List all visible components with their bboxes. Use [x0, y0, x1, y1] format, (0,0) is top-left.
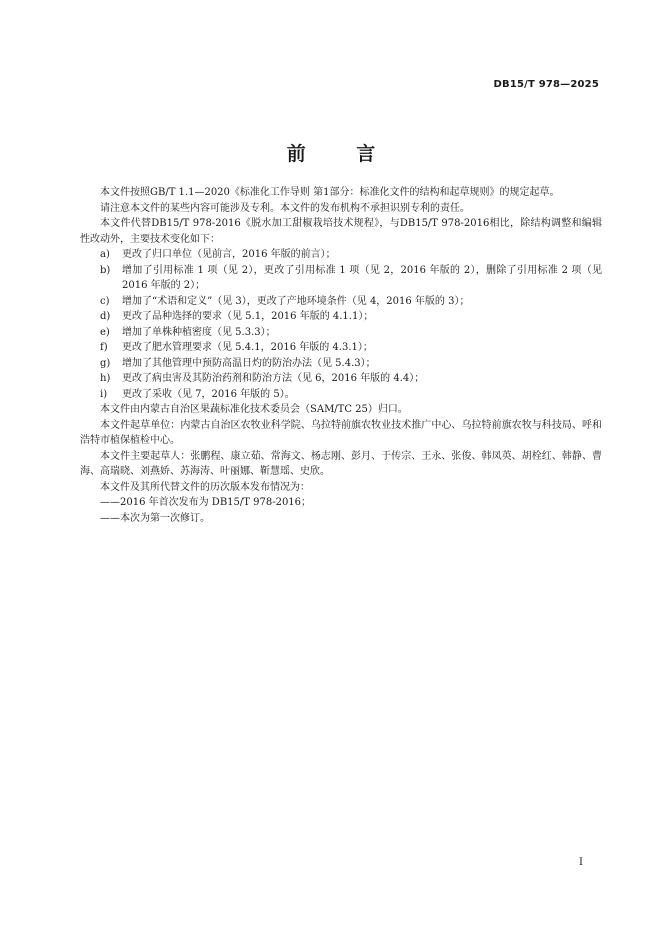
list-marker: d)	[100, 311, 111, 322]
list-marker: e)	[100, 326, 110, 338]
paragraph-drafting-units: 本文件起草单位：内蒙古自治区农牧业科学院、乌拉特前旗农牧业技术推广中心、乌拉特前旗农牧与科技局、呼和浩特市植保植检中心。	[80, 419, 602, 446]
list-item-text: 增加了单株种植密度（见 5.3.3）；	[122, 326, 276, 338]
page-number: I	[579, 857, 583, 868]
changes-list	[80, 247, 602, 402]
history-item: ——本次为第一次修订。	[100, 512, 210, 524]
list-item	[80, 325, 602, 341]
list-marker: g)	[100, 357, 111, 369]
list-item	[80, 294, 602, 310]
list-item-text: 更改了肥水管理要求（见 5.4.1，2016 年版的 4.3.1）；	[122, 342, 373, 353]
list-item-text: 更改了归口单位（见前言，2016 年版的前言）；	[122, 249, 336, 260]
list-marker: h)	[100, 373, 111, 384]
list-item-text: 更改了采收（见 7，2016 年版的 5）。	[122, 388, 295, 400]
list-item	[80, 263, 602, 294]
paragraph-patent-notice: 请注意本文件的某些内容可能涉及专利。本文件的发布机构不承担识别专利的责任。	[100, 202, 470, 214]
list-marker: c)	[100, 295, 110, 307]
list-item-text: 更改了品种选择的要求（见 5.1，2016 年版的 4.1.1）；	[122, 311, 374, 322]
foreword-body	[80, 185, 602, 526]
paragraph-replacement: 本文件代替DB15/T 978-2016《脱水加工甜椒栽培技术规程》，与DB15/T 978-2016相比，除结构调整和编辑性改动外，主要技术变化如下：	[80, 218, 602, 245]
list-item	[80, 356, 602, 372]
list-item-text: 增加了“术语和定义”（见 3），更改了产地环境条件（见 4，2016 年版的 3）；	[122, 295, 470, 307]
paragraph-drafting-rules: 本文件按照GB/T 1.1—2020《标准化工作导则 第1部分：标准化文件的结构和起草规则》的规定起草。	[100, 187, 560, 198]
document-code: DB15/T 978—2025	[493, 79, 599, 90]
list-item	[80, 371, 602, 387]
paragraph-responsible-committee: 本文件由内蒙古自治区果蔬标准化技术委员会（SAM/TC 25）归口。	[100, 404, 408, 415]
list-item-text: 更改了病虫害及其防治药剂和防治方法（见 6，2016 年版的 4.4）；	[122, 373, 425, 384]
paragraph-history-intro: 本文件及其所代替文件的历次版本发布情况为：	[100, 481, 310, 493]
list-item	[80, 387, 602, 403]
page-title: 前 言	[286, 143, 398, 165]
list-item	[80, 340, 602, 356]
history-item: ——2016 年首次发布为 DB15/T 978-2016；	[100, 497, 312, 508]
paragraph-drafters: 本文件主要起草人：张鹏程、康立茹、常海文、杨志刚、彭月、于传宗、王永、张俊、韩凤英、胡栓红、韩静、曹海、高瑞晓、刘燕娇、苏海涛、叶丽娜、靳慧瑶、史欣。	[80, 450, 602, 477]
list-item	[80, 309, 602, 325]
list-marker: a)	[100, 249, 110, 260]
list-item-text: 增加了其他管理中预防高温日灼的防治办法（见 5.4.3）；	[122, 357, 376, 369]
list-item-text: 增加了引用标准 1 项（见 2），更改了引用标准 1 项（见 2，2016 年版的 2），删除了引用标准 2 项（见 2016 年版的 2）；	[122, 264, 602, 291]
list-marker: b)	[100, 264, 111, 276]
list-marker: i)	[100, 388, 108, 400]
list-item	[80, 247, 602, 263]
list-marker: f)	[100, 342, 108, 353]
